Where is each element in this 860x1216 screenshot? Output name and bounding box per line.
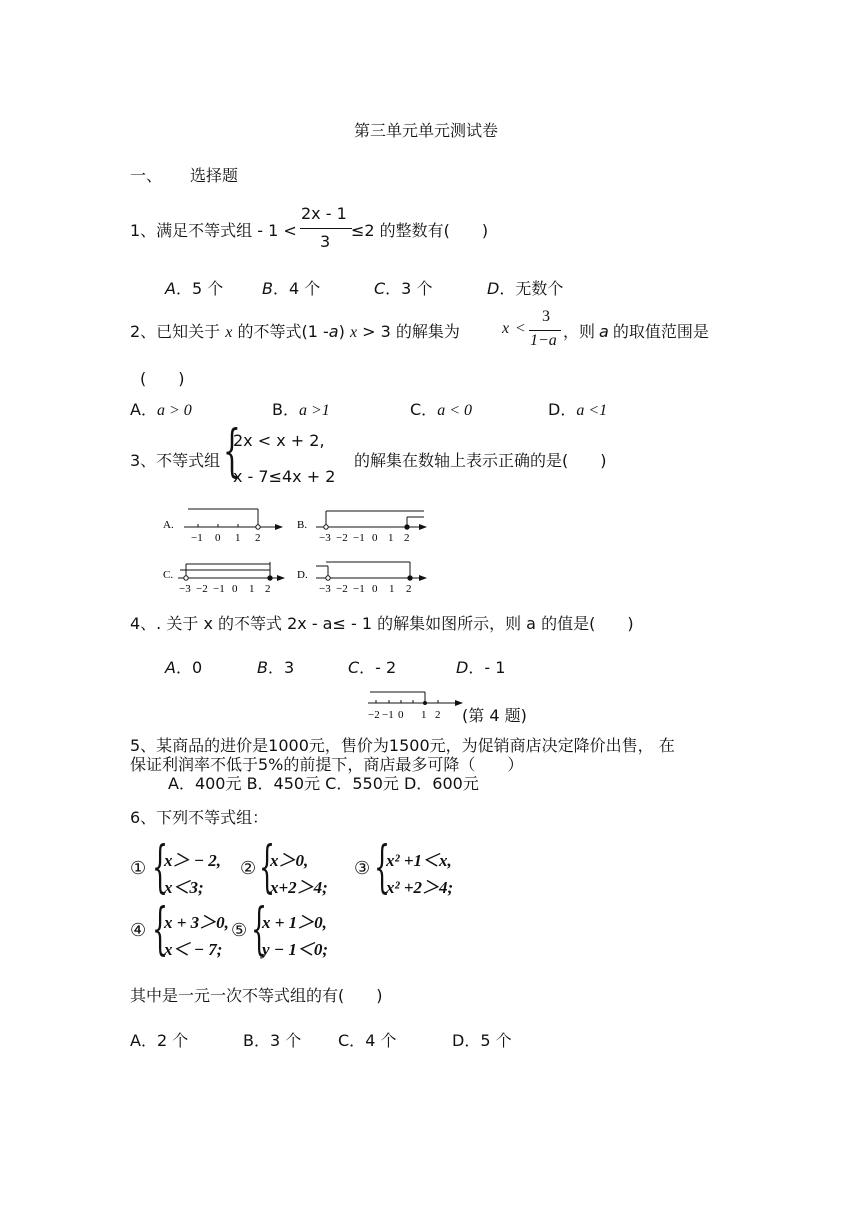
tick-label: 1 [421,709,427,721]
option-text: ．4 个 [272,279,321,298]
q2-line-end [563,319,709,342]
option-letter: D [487,279,500,298]
system-mark-2: ② [240,858,257,879]
q2-option-c [410,397,472,420]
brace-icon: { [259,835,276,900]
tick-label: −2 [336,532,348,544]
tick-label: −1 [353,532,365,544]
q2-var-x: x [225,324,233,341]
tick-label: −2 [368,709,380,721]
q1-option-b [262,276,320,299]
fig-b-line [316,511,426,529]
tick-label: −3 [179,583,191,595]
fig-c-label: C. [163,569,174,581]
fig-c-line [178,562,284,580]
option-text: ．3 [267,658,295,677]
q6-option-a [130,1028,188,1051]
system-mark-5: ⑤ [231,920,248,941]
q2-text-a: 2、已知关于 [130,322,221,341]
q2-option-b [272,397,330,420]
system-2-line1: x＞0, [270,851,309,870]
tick-label: 0 [398,709,404,721]
system-5-line1: x + 1＞0, [262,913,327,932]
tick-label: 2 [265,583,271,595]
q4-number-line [364,688,464,722]
q5-options: A．400元 B．450元 C．550元 D．600元 [168,774,479,793]
option-label: A． [130,400,157,419]
option-text: ．无数个 [499,279,564,298]
fig-d-label: D. [297,569,308,581]
option-expr: a >1 [298,402,330,419]
q6-question: 其中是一元一次不等式组的有( ) [130,986,383,1005]
q1-denominator: 3 [320,232,331,251]
system-3-line2: x² +2＞4; [386,878,454,897]
option-text: 2 个 [156,1031,189,1050]
q4-option-d [456,655,505,678]
q2-text-d: > 3 的解集为 [362,322,460,341]
option-label: C． [410,400,438,419]
q5-line1: 5、某商品的进价是1000元，售价为1500元，为促销商店决定降价出售， 在 [130,736,675,755]
option-letter: A [165,279,176,298]
q1-option-a [165,276,223,299]
tick-label: 2 [404,532,410,544]
q6-title: 6、下列不等式组： [130,808,269,827]
tick-label: 0 [232,583,238,595]
option-text: 4 个 [365,1031,397,1050]
option-letter: C [374,279,386,298]
system-5-line2: y − 1＜0; [262,940,329,959]
q2-sol-num: 3 [542,308,550,325]
section-number: 一、 [130,166,163,185]
q2-paren: ( ) [140,369,185,388]
q1-numerator: 2x - 1 [301,204,347,223]
brace-icon: { [374,835,391,900]
system-4-line2: x＜ − 7; [164,940,223,959]
q2-text-f: 的取值范围是 [612,322,709,341]
q3-prefix: 3、不等式组 [130,451,221,470]
q2-sol-den: 1−a [530,332,557,349]
q1-option-c [374,276,432,299]
tick-label: −3 [319,583,331,595]
tick-label: −1 [213,583,225,595]
q1-option-d [487,276,563,299]
q1-prefix: 1、满足不等式组 - 1 < [130,221,297,240]
q2-line [130,319,460,342]
q3-brace-icon: { [223,419,241,484]
option-text: ．- 1 [468,658,506,677]
q2-text-b: 的不等式(1 - [237,322,329,341]
option-expr: a > 0 [156,402,192,419]
q2-var-x2: x [349,324,358,341]
tick-label: −2 [196,583,208,595]
section-name: 选择题 [190,166,239,185]
tick-label: −2 [336,583,348,595]
q4-option-b [257,655,294,678]
brace-icon: { [251,897,268,962]
q2-text-e: ，则 [563,322,596,341]
fraction-bar [300,228,352,229]
system-2-line2: x+2＞4; [270,878,328,897]
q2-sol-lt: < [516,320,526,337]
option-label: B． [243,1031,270,1050]
page-title: 第三单元单元测试卷 [354,121,499,140]
q3-line1: 2x < x + 2, [233,431,325,450]
q2-solution [502,308,572,356]
option-text: ．3 个 [385,279,433,298]
option-letter: A [165,658,176,677]
q6-option-d [452,1028,512,1051]
system-mark-3: ③ [354,858,371,879]
system-1-line1: x＞ − 2, [164,851,222,870]
tick-label: −1 [353,583,365,595]
option-text: ．0 [175,658,203,677]
q3-suffix: 的解集在数轴上表示正确的是( ) [354,451,607,470]
option-letter: D [456,658,469,677]
q2-sol-x: x [502,320,510,337]
option-text: 5 个 [480,1031,512,1050]
tick-label: 1 [235,532,241,544]
option-letter: B [257,658,268,677]
option-label: C． [338,1031,366,1050]
option-text: 3 个 [269,1031,302,1050]
fig-d-line [316,562,426,580]
tick-label: 2 [406,583,412,595]
option-label: B． [272,400,299,419]
option-text: ．- 2 [359,658,397,677]
q4-option-a [165,655,202,678]
option-expr: a <1 [576,402,608,419]
q4-option-c [348,655,396,678]
tick-label: 0 [215,532,221,544]
system-1-line2: x＜3; [164,878,204,897]
tick-label: 1 [249,583,255,595]
tick-label: 0 [372,532,378,544]
q4-caption: (第 4 题) [462,706,527,725]
system-3-line1: x² +1＜x, [386,851,452,870]
option-text: ．5 个 [175,279,224,298]
system-mark-1: ① [130,858,147,879]
option-label: A． [130,1031,157,1050]
q2-option-d [548,397,607,420]
tick-label: −1 [382,709,394,721]
tick-label: 1 [388,532,394,544]
q6-option-c [338,1028,396,1051]
fig-a-line [184,509,282,529]
tick-label: 0 [372,583,378,595]
q2-text-c: ) [338,322,345,341]
fraction-bar [529,330,561,331]
option-label: D． [452,1031,481,1050]
q6-option-b [243,1028,301,1051]
tick-label: −3 [319,532,331,544]
brace-icon: { [152,835,169,900]
tick-label: 1 [389,583,395,595]
q2-option-a [130,397,192,420]
q4-text: 4、. 关于 x 的不等式 2x - a≤ - 1 的解集如图所示，则 a 的值是( ) [130,614,634,633]
q3-line2: x - 7≤4x + 2 [233,467,336,486]
fig-a-label: A. [163,519,174,531]
tick-label: 2 [435,709,441,721]
option-letter: C [348,658,360,677]
option-expr: a < 0 [437,402,472,419]
q2-var-a2: a [599,322,609,341]
option-letter: B [262,279,273,298]
system-4-line1: x + 3＞0, [164,913,229,932]
tick-label: 2 [255,532,261,544]
q1-fraction [300,204,352,254]
q2-var-a: a [328,322,339,341]
system-mark-4: ④ [130,920,147,941]
fig-b-label: B. [297,519,308,531]
q1-suffix: ≤2 的整数有( ) [351,221,489,240]
q3-number-lines [160,500,440,600]
q5-line2: 保证利润率不低于5%的前提下，商店最多可降（ ） [130,755,524,774]
option-label: D． [548,400,577,419]
brace-icon: { [152,897,169,962]
tick-label: −1 [191,532,203,544]
